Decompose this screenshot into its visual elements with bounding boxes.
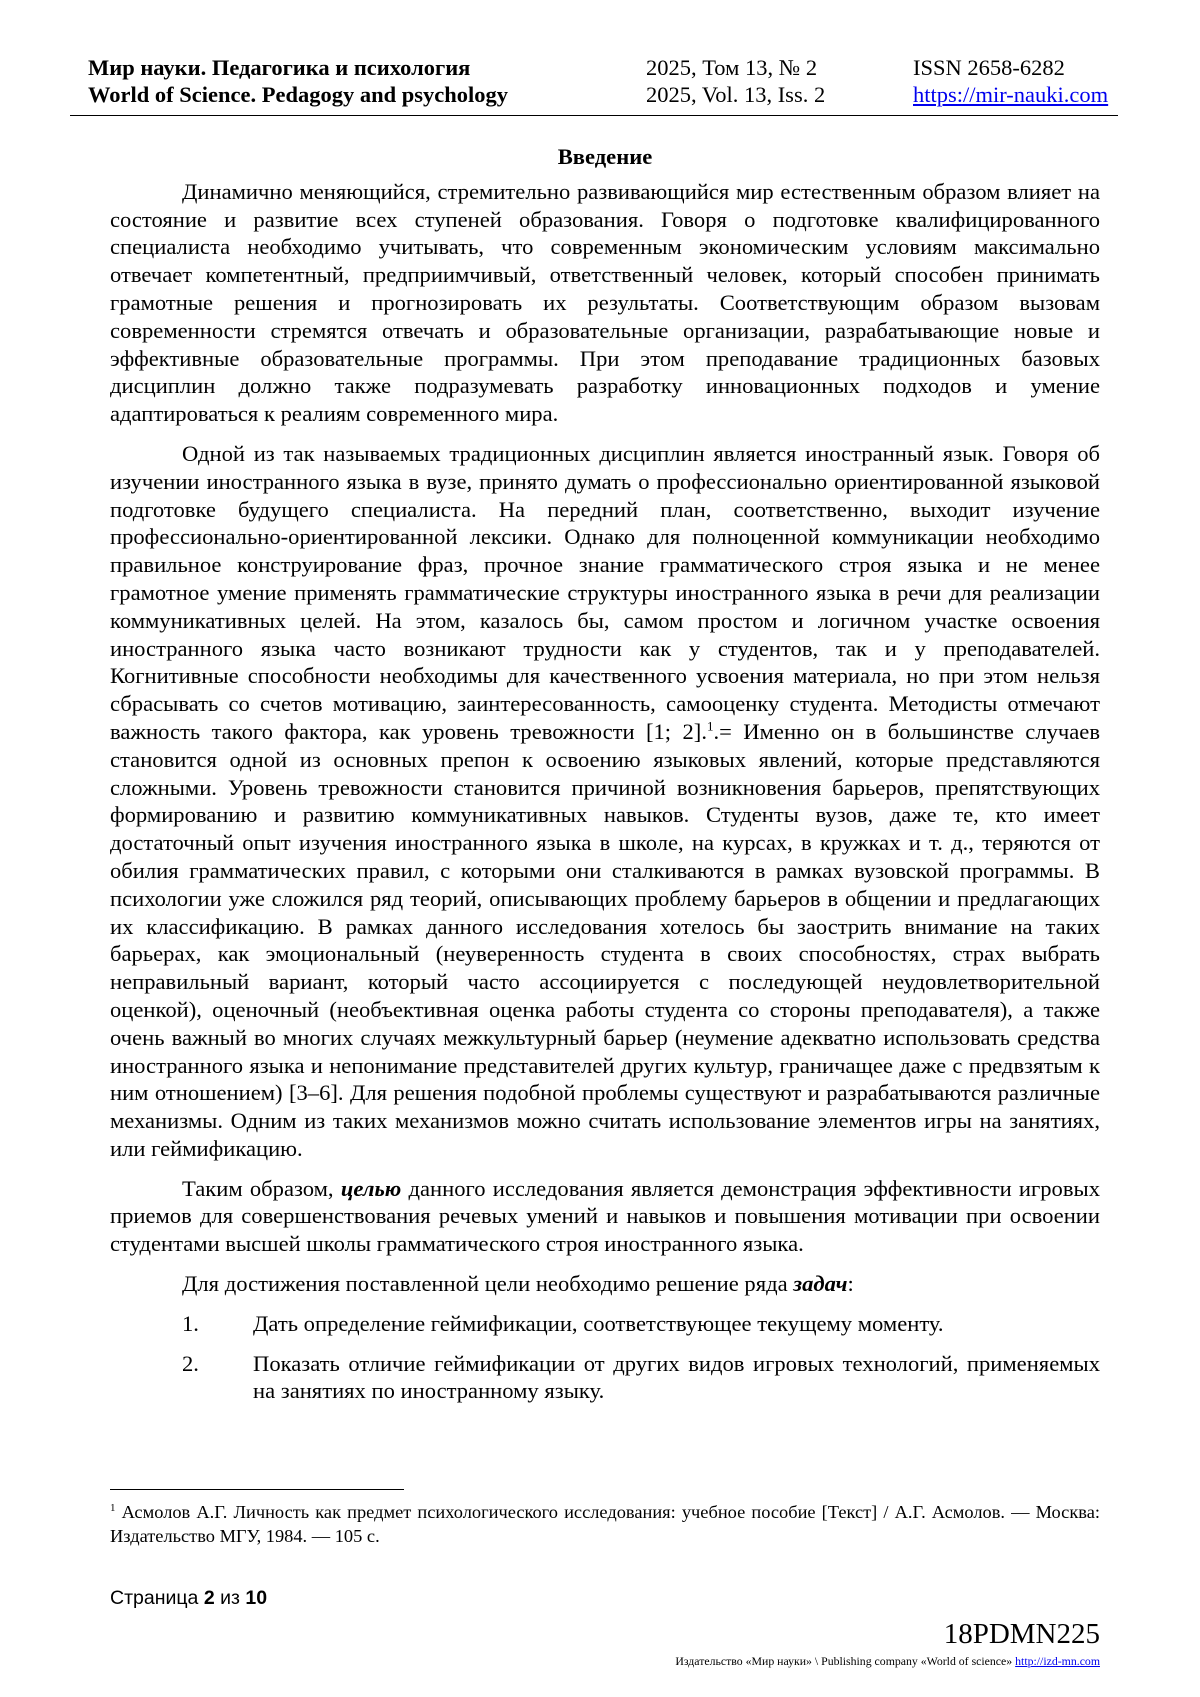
footnote-ref[interactable]: 1 [706, 718, 714, 734]
page-total: 10 [245, 1587, 268, 1609]
issue-info-ru: 2025, Том 13, № 2 [646, 55, 818, 80]
task-list [110, 1310, 1100, 1405]
section-heading: Введение [557, 144, 653, 169]
page-number: 2 [203, 1587, 215, 1609]
paragraph-4 [110, 1270, 1100, 1298]
page-word: Страница [110, 1587, 199, 1609]
header-divider [70, 115, 1118, 116]
issue-info [646, 54, 825, 108]
list-item [110, 1350, 1100, 1406]
footnote-divider [110, 1489, 404, 1490]
list-item-text: Показать отличие геймификации от других видов игровых технологий, применяемых на занятиях по иностранному языку. [253, 1350, 1100, 1404]
footnote-text: Асмолов А.Г. Личность как предмет психологического исследования: учебное пособие [Текст] / А.Г. Асмолов. — Москва: Издательство МГУ, 1984. — 105 с. [110, 1502, 1100, 1546]
journal-title [88, 54, 508, 108]
publisher-link[interactable]: http://izd-mn.com [1015, 1654, 1100, 1668]
article-body [110, 143, 1100, 1417]
journal-title-ru: Мир науки. Педагогика и психология [88, 55, 471, 80]
article-code: 18PDMN225 [943, 1618, 1100, 1650]
keyword-tasks: задач [793, 1271, 848, 1297]
footnote-mark: 1 [110, 1501, 116, 1514]
paragraph-2-text-a: Одной из так называемых традиционных дисциплин является иностранный язык. Говоря об изучении иностранного языка в вузе, принято думать о профессионально ориентированной языковой подготовке будущего специалиста. На передний план, соответственно, выходит изучение профессионально-ориентированной лексики. Однако для полноценной коммуникации необходимо правильное конструирование фраз, прочное знание грамматического строя языка и не менее грамотное умение применять грамматические структуры иностранного языка в речи для реализации коммуникативных целей. На этом, казалось бы, самом простом и логичном участке освоения иностранного языка часто возникают трудности как у студентов, так и у преподавателей. Когнитивные способности необходимы для качественного усвоения материала, но при этом нельзя сбрасывать со счетов мотивацию, заинтересованность, самооценку студента. Методисты отмечают важность такого фактора, как уровень тревожности [1; 2]. [110, 440, 1100, 744]
paragraph-3-text-b: данного исследования является демонстрация эффективности игровых приемов для совершенствования речевых умений и навыков и повышения мотивации при освоении студентами высшей школы грамматического строя иностранного языка. [110, 1175, 1100, 1257]
issn: ISSN 2658-6282 [913, 55, 1065, 80]
issn-block [913, 54, 1108, 108]
keyword-goal: целью [340, 1175, 402, 1201]
paragraph-4-text-a: Для достижения поставленной цели необходимо решение ряда [182, 1271, 794, 1297]
publisher-text: Издательство «Мир науки» \ Publishing company «World of science» [675, 1654, 1013, 1668]
footnote [110, 1500, 1100, 1548]
issue-info-en: 2025, Vol. 13, Iss. 2 [646, 82, 826, 107]
paragraph-1: Динамично меняющийся, стремительно развивающийся мир естественным образом влияет на состояние и развитие всех ступеней образования. Говоря о подготовке квалифицированного специалиста необходимо учитывать, что современным экономическим условиям максимально отвечает компетентный, предприимчивый, ответственный человек, который способен принимать грамотные решения и прогнозировать их результаты. Соответствующим образом вызовам современности стремятся отвечать и образовательные организации, разрабатывающие новые и эффективные образовательные программы. При этом преподавание традиционных базовых дисциплин должно также подразумевать разработку инновационных подходов и умение адаптироваться к реалиям современного мира. [110, 178, 1100, 427]
paragraph-2-text-b: .= Именно он в большинстве случаев становится одной из основных препон к освоению языковых явлений, которые представляются сложными. Уровень тревожности становится причиной возникновения барьеров, препятствующих формированию и развитию коммуникативных навыков. Студенты вузов, даже те, кто имеет достаточный опыт изучения иностранного языка в школе, на курсах, в кружках и т. д., теряются от обилия грамматических правил, с которыми они сталкиваются в рамках вузовской программы. В психологии уже сложился ряд теорий, описывающих проблему барьеров в общении и предлагающих их классификацию. В рамках данного исследования хотелось бы заострить внимание на таких барьерах, как эмоциональный (неуверенность студента в своих способностях, страх выбрать неправильный вариант, который часто ассоциируется с последующей неудовлетворительной оценкой), оценочный (необъективная оценка работы студента со стороны преподавателя), а также очень важный во многих случаях межкультурный барьер (неумение адекватно использовать средства иностранного языка и непонимание представителей других культур, граничащее даже с предвзятым к ним отношением) [3–6]. Для решения подобной проблемы существуют и разрабатываются различные механизмы. Одним из таких механизмов можно считать использование элементов игры на занятиях, или геймификацию. [110, 718, 1100, 1161]
paragraph-4-text-b: : [847, 1271, 854, 1297]
paragraph-3-text-a: Таким образом, [182, 1175, 341, 1201]
journal-title-en: World of Science. Pedagogy and psychology [88, 82, 509, 107]
of-word: из [220, 1587, 240, 1609]
page-counter [110, 1587, 267, 1610]
paragraph-2 [110, 440, 1100, 1163]
list-item-number: 1. [182, 1310, 199, 1336]
list-item-number: 2. [182, 1350, 199, 1376]
list-item [110, 1310, 1100, 1338]
publisher-line [675, 1654, 1100, 1668]
journal-url-link[interactable]: https://mir-nauki.com [913, 82, 1109, 107]
running-header [88, 54, 1120, 112]
list-item-text: Дать определение геймификации, соответствующее текущему моменту. [253, 1310, 944, 1336]
paragraph-3 [110, 1175, 1100, 1258]
